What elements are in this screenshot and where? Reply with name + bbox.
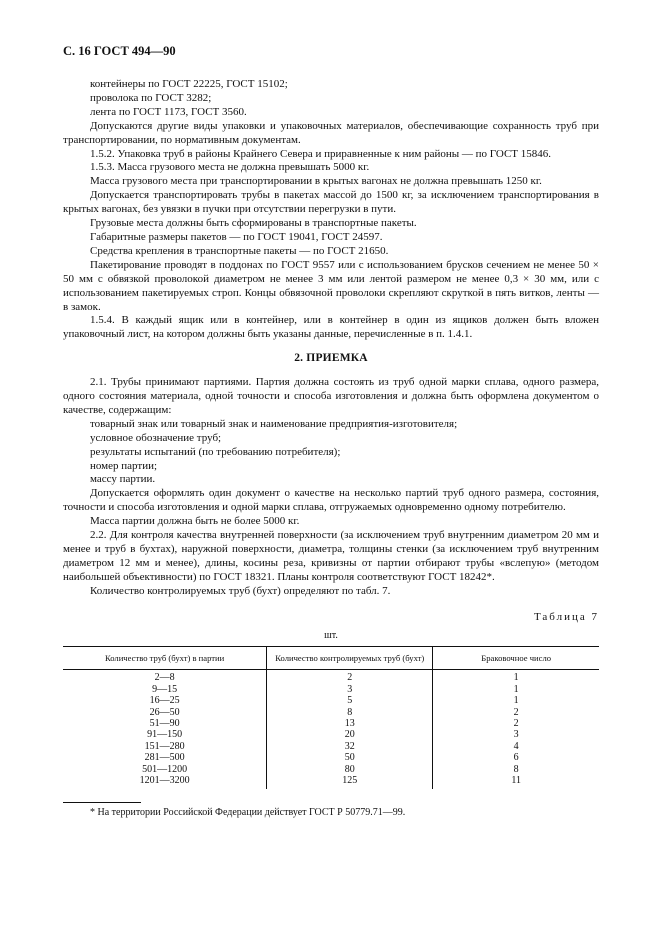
table-cell: 5 <box>267 695 433 706</box>
paragraph: 1.5.2. Упаковка труб в районы Крайнего Севера и приравненные к ним районы — по ГОСТ 15846. <box>90 147 552 160</box>
table-row <box>63 684 599 695</box>
table-cell: 1 <box>433 695 599 706</box>
table-row <box>63 707 599 718</box>
paragraph: Количество контролируемых труб (бухт) определяют по табл. 7. <box>90 584 391 597</box>
table-unit: шт. <box>324 629 338 641</box>
paragraph: Габаритные размеры пакетов — по ГОСТ 19041, ГОСТ 24597. <box>90 230 383 243</box>
table-cell: 16—25 <box>149 695 180 707</box>
paragraph: 2.1. Трубы принимают партиями. Партия должна состоять из труб одной марки сплава, одного размера, одного состояния материала, одной точности и способа изготовления и должна быть оформлена документом о качестве, содержащим: <box>63 376 599 416</box>
paragraph: Грузовые места должны быть сформированы в транспортные пакеты. <box>90 217 417 230</box>
paragraph: Средства крепления в транспортные пакеты — по ГОСТ 21650. <box>90 244 389 257</box>
table-body <box>63 670 599 789</box>
paragraph: Масса грузового места при транспортировании в крытых вагонах не должна превышать 1250 кг. <box>90 175 542 188</box>
paragraph: 2.2. Для контроля качества внутренней поверхности (за исключением труб внутренним диаметром 20 мм и менее и труб в бухтах), наружной поверхности, диаметра, толщины стенки (за исключением труб внутренним диаметром 12 мм и менее), длины, косины реза, кривизны от партии отбирают трубы «вслепую» (методом наибольшей объективности) по ГОСТ 18321. Планы контроля соответствуют ГОСТ 18242*. <box>63 529 599 583</box>
table-caption: Таблица 7 <box>533 610 599 623</box>
table-cell: 11 <box>433 775 599 788</box>
table-cell: 80 <box>267 764 433 775</box>
paragraph: лента по ГОСТ 1173, ГОСТ 3560. <box>90 105 247 118</box>
document-body <box>63 78 599 789</box>
paragraph: 1.5.3. Масса грузового места не должна превышать 5000 кг. <box>90 161 370 174</box>
table-cell: 2 <box>433 707 599 718</box>
table-cell: 2 <box>433 718 599 729</box>
page-header: С. 16 ГОСТ 494—90 <box>63 44 176 58</box>
table-cell: 20 <box>267 729 433 740</box>
table-cell: 501—1200 <box>142 763 188 775</box>
table-cell: 32 <box>267 741 433 752</box>
table-cell: 2—8 <box>154 672 175 684</box>
table-cell: 2 <box>267 670 433 684</box>
column-header: Браковочное число <box>433 647 599 670</box>
paragraph: массу партии. <box>90 473 156 486</box>
paragraph: товарный знак или товарный знак и наименование предприятия-изготовителя; <box>90 417 458 430</box>
table-cell: 8 <box>267 707 433 718</box>
table-row <box>63 764 599 775</box>
paragraph: Допускается оформлять один документ о качестве на несколько партий труб одного размера, состояния, точности и способа изготовления и одной марки сплава, отгружаемых одновременно одному потребителю. <box>63 487 599 514</box>
footnote-divider <box>63 802 141 803</box>
table-header-row <box>63 647 599 670</box>
section-title: 2. ПРИЕМКА <box>294 352 368 365</box>
table-cell: 3 <box>433 729 599 740</box>
column-header: Количество труб (бухт) в партии <box>63 647 267 670</box>
paragraph: контейнеры по ГОСТ 22225, ГОСТ 15102; <box>90 78 288 90</box>
paragraph: Пакетирование проводят в поддонах по ГОСТ 9557 или с использованием брусков сечением не менее 50 × 50 мм с обвязкой проволокой диаметром не менее 3 мм или лентой размером не менее 0,3 × 30 мм, или с использованием пакетируемых строп. Концы обвязочной проволоки скрепляют скруткой в пять витков, ленты — в замок. <box>63 258 599 313</box>
table-cell: 1201—3200 <box>139 775 190 787</box>
table-row <box>63 729 599 740</box>
table-cell: 91—150 <box>147 729 183 741</box>
paragraph: проволока по ГОСТ 3282; <box>90 91 212 104</box>
column-header: Количество контролируемых труб (бухт) <box>267 647 433 670</box>
paragraph: Масса партии должна быть не более 5000 кг. <box>90 515 300 528</box>
table-cell: 4 <box>433 741 599 752</box>
table-cell: 26—50 <box>149 706 180 718</box>
table-cell: 1 <box>433 670 599 684</box>
table-cell: 9—15 <box>152 683 178 695</box>
table-cell: 50 <box>267 752 433 763</box>
table-row <box>63 718 599 729</box>
table-cell: 6 <box>433 752 599 763</box>
table-cell: 1 <box>433 684 599 695</box>
table-row <box>63 670 599 684</box>
table-cell: 125 <box>267 775 433 788</box>
table-row <box>63 775 599 788</box>
table-row <box>63 741 599 752</box>
paragraph: результаты испытаний (по требованию потребителя); <box>90 445 341 458</box>
paragraph: условное обозначение труб; <box>90 431 222 444</box>
table-cell: 51—90 <box>149 718 180 730</box>
footnote: * На территории Российской Федерации действует ГОСТ Р 50779.71—99. <box>90 807 406 818</box>
data-table <box>63 646 599 788</box>
table-cell: 281—500 <box>144 752 185 764</box>
table-cell: 3 <box>267 684 433 695</box>
table-cell: 151—280 <box>144 740 185 752</box>
table-cell: 8 <box>433 764 599 775</box>
table-row <box>63 695 599 706</box>
paragraph: Допускаются другие виды упаковки и упаковочных материалов, обеспечивающие сохранность труб при транспортировании, по нормативным документам. <box>63 119 599 146</box>
paragraph: номер партии; <box>90 459 158 472</box>
paragraph: Допускается транспортировать трубы в пакетах массой до 1500 кг, за исключением транспортирования в крытых вагонах, без увязки в пучки при отсутствии перегрузки в пути. <box>63 189 599 216</box>
table-cell: 13 <box>267 718 433 729</box>
paragraph: 1.5.4. В каждый ящик или в контейнер, или в контейнер в один из ящиков должен быть вложен упаковочный лист, на котором должны быть указаны данные, перечисленные в п. 1.4.1. <box>63 314 599 341</box>
table-row <box>63 752 599 763</box>
